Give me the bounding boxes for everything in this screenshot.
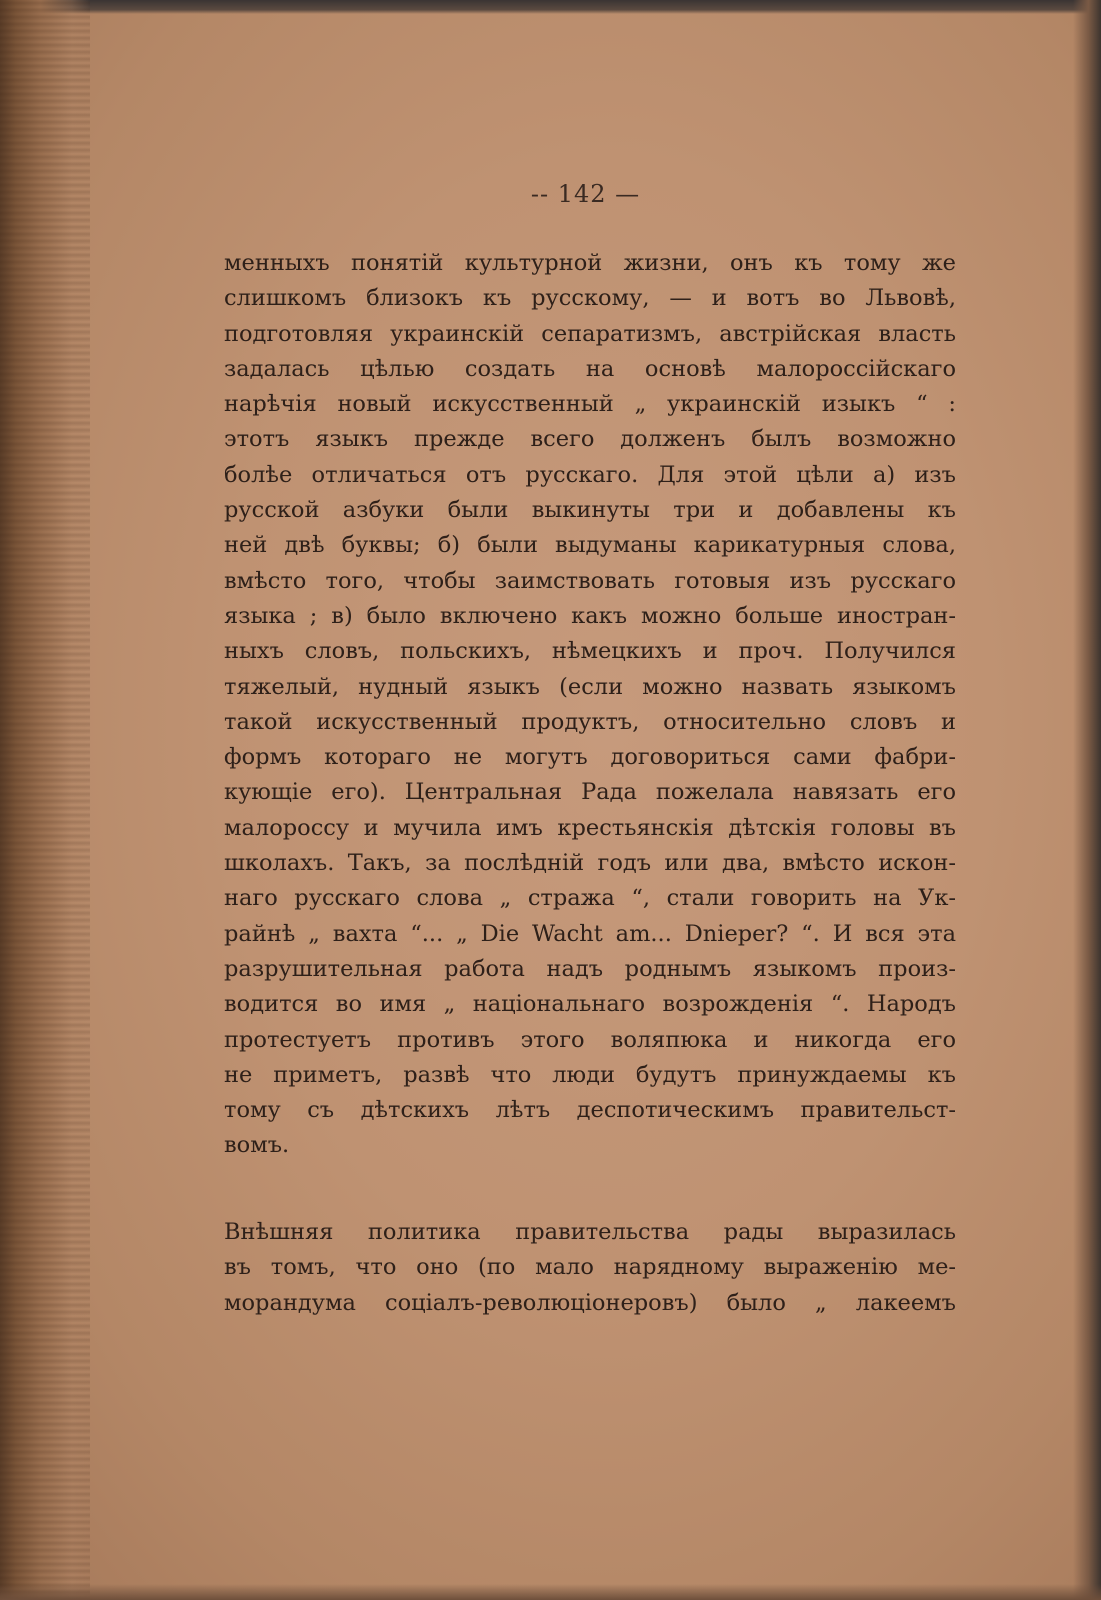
text-line: слишкомъ близокъ къ русскому, — и вотъ во Львовѣ, (224, 285, 956, 312)
paragraph-1 (224, 246, 956, 1164)
text-line: нарѣчія новый искусственный „ украинскій изыкъ “ : (224, 391, 956, 418)
text-line: ней двѣ буквы; б) были выдуманы карикатурныя слова, (224, 532, 956, 559)
text-line: Внѣшняя политика правительства рады выразилась (224, 1219, 956, 1245)
text-line: языка ; в) было включено какъ можно больше иностран- (224, 602, 956, 629)
text-line: такой искусственный продуктъ, относительно словъ и (224, 708, 956, 735)
text-line: тому съ дѣтскихъ лѣтъ деспотическимъ правительст- (224, 1097, 956, 1124)
text-line: болѣе отличаться отъ русскаго. Для этой цѣли а) изъ (224, 461, 956, 488)
text-line: тяжелый, нудный языкъ (если можно назвать языкомъ (224, 673, 956, 700)
text-line: русской азбуки были выкинуты три и добавлены къ (224, 497, 956, 524)
text-line: кующіе его). Центральная Рада пожелала навязать его (224, 779, 956, 806)
text-line: разрушительная работа надъ роднымъ языкомъ произ- (224, 955, 956, 982)
text-line: вмѣсто того, чтобы заимствовать готовыя изъ русскаго (224, 567, 956, 594)
text-line: ныхъ словъ, польскихъ, нѣмецкихъ и проч. Получился (224, 638, 956, 665)
text-line: школахъ. Такъ, за послѣдній годъ или два, вмѣсто искон- (224, 850, 956, 877)
text-line: подготовляя украинскій сепаратизмъ, австрійская власть (224, 320, 956, 347)
book-bottom-edge (0, 1584, 1101, 1600)
text-line: формъ котораго не могутъ договориться сами фабри- (224, 744, 956, 771)
text-line: протестуетъ противъ этого воляпюка и никогда его (224, 1026, 956, 1053)
text-line: менныхъ понятій культурной жизни, онъ къ тому же (224, 250, 956, 276)
text-line: наго русскаго слова „ стража “, стали говорить на Ук- (224, 885, 956, 912)
text-line: этотъ языкъ прежде всего долженъ былъ возможно (224, 426, 956, 453)
book-binding-edge (0, 0, 90, 1600)
book-top-edge (0, 0, 1101, 14)
book-right-edge (1073, 0, 1101, 1600)
text-line: морандума соціалъ-революціонеровъ) было „ лакеемъ (224, 1289, 956, 1316)
text-line: водится во имя „ національнаго возрожденія “. Народъ (224, 991, 956, 1018)
text-line: не приметъ, развѣ что люди будутъ принуждаемы къ (224, 1061, 956, 1088)
text-line: задалась цѣлью создать на основѣ малороссійскаго (224, 355, 956, 382)
text-line: малороссу и мучила имъ крестьянскія дѣтскія головы въ (224, 814, 956, 841)
text-line: вомъ. (224, 1132, 290, 1159)
text-line: райнѣ „ вахта “... „ Die Wacht am... Dnieper? “. И вся эта (224, 920, 956, 947)
paragraph-2 (224, 1215, 956, 1321)
text-line: въ томъ, что оно (по мало нарядному выраженію ме- (224, 1254, 956, 1281)
page-number: -- 142 — (530, 180, 641, 208)
